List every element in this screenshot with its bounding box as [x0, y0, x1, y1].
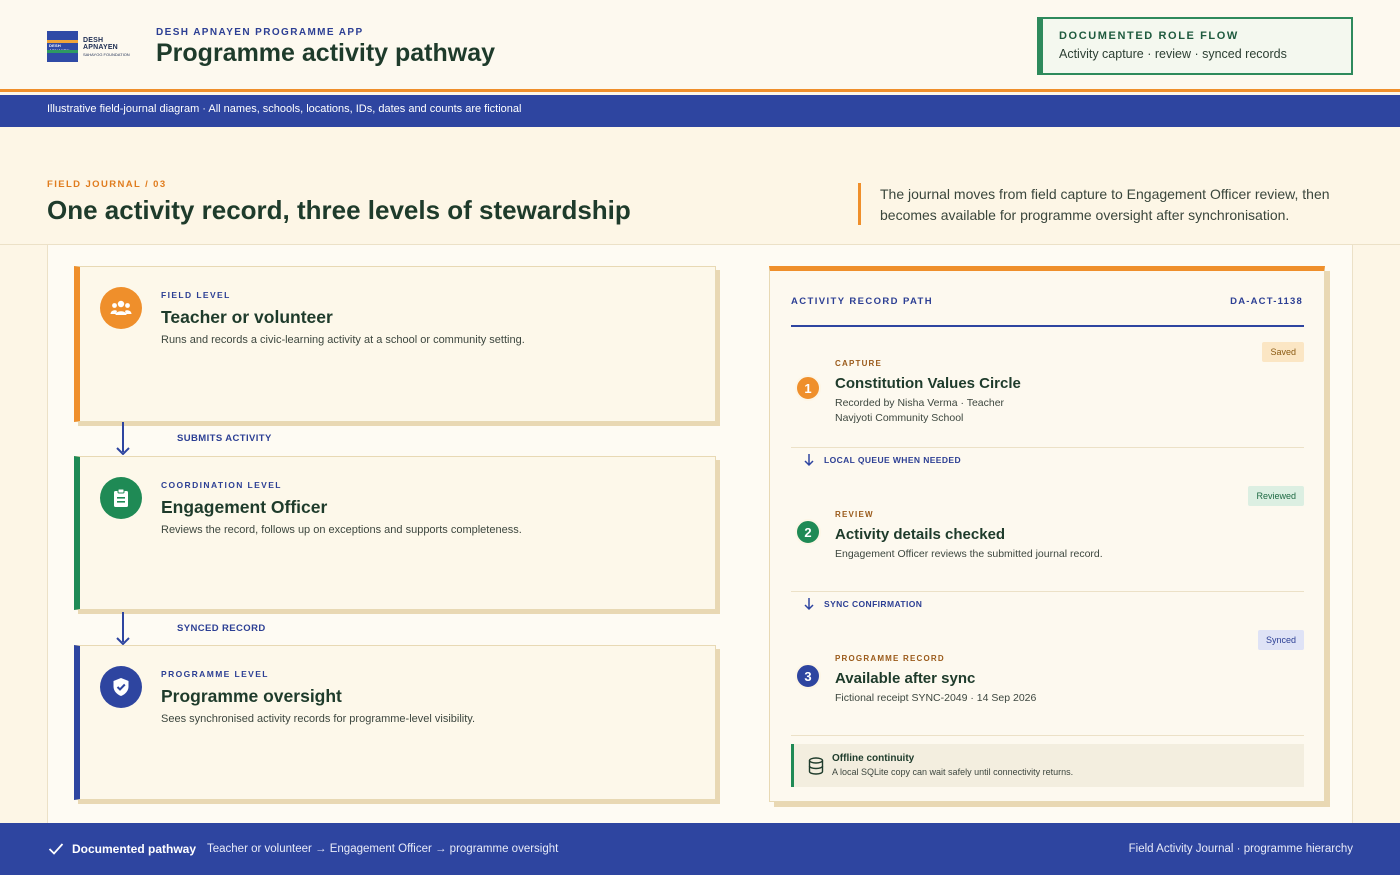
level-tag: COORDINATION LEVEL	[161, 480, 282, 490]
arrow-down-icon	[116, 637, 130, 645]
database-icon	[808, 757, 824, 775]
record-step-review	[791, 486, 1304, 586]
app-label: DESH APNAYEN PROGRAMME APP	[156, 27, 364, 38]
step-kind: PROGRAMME RECORD	[835, 654, 945, 663]
footer-path: Teacher or volunteer → Engagement Officer → programme oversight	[207, 843, 559, 855]
sub-connector-label: LOCAL QUEUE WHEN NEEDED	[824, 455, 962, 465]
check-icon	[48, 842, 64, 856]
logo-name: DESH APNAYEN	[82, 36, 118, 51]
level-card-coordination	[74, 456, 716, 610]
status-badge: Saved	[1262, 342, 1304, 362]
level-card-programme	[74, 645, 716, 800]
journal-description: The journal moves from field capture to Engagement Officer review, then becomes available for programme oversight after synchronisation.	[858, 183, 1358, 225]
step-title: Activity details checked	[835, 526, 1006, 543]
level-tag: FIELD LEVEL	[161, 290, 231, 300]
step-number: 2	[795, 519, 821, 545]
offline-continuity-note	[791, 744, 1304, 787]
record-step-capture	[791, 342, 1304, 442]
logo-sub: SAHAYOG FOUNDATION	[82, 51, 130, 57]
role-flow-subtitle: Activity capture · review · synced records	[1059, 47, 1287, 61]
step-title: Available after sync	[835, 670, 976, 687]
step-kind: CAPTURE	[835, 359, 883, 368]
step-kind: REVIEW	[835, 510, 874, 519]
record-step-programme	[791, 630, 1304, 730]
level-name: Teacher or volunteer	[161, 307, 333, 327]
offline-subtitle: A local SQLite copy can wait safely until connectivity returns.	[832, 767, 1074, 777]
fiction-notice-bar: Illustrative field-journal diagram · All names, schools, locations, IDs, dates and counts are fictional	[0, 95, 1400, 127]
connector-label: SUBMITS ACTIVITY	[177, 433, 272, 444]
step-title: Constitution Values Circle	[835, 375, 1021, 392]
role-flow-title: DOCUMENTED ROLE FLOW	[1059, 30, 1239, 42]
level-description: Reviews the record, follows up on exceptions and supports completeness.	[161, 524, 522, 536]
clipboard-icon	[100, 477, 142, 519]
journal-title: One activity record, three levels of stewardship	[47, 195, 631, 225]
step-detail: Engagement Officer reviews the submitted journal record.	[835, 548, 1103, 560]
sub-connector-label: SYNC CONFIRMATION	[824, 599, 923, 609]
app-header	[0, 0, 1400, 92]
level-name: Programme oversight	[161, 686, 342, 706]
shield-check-icon	[100, 666, 142, 708]
footer-bar	[0, 823, 1400, 875]
role-flow-card	[1037, 17, 1353, 75]
footer-strong: Documented pathway	[72, 842, 197, 856]
connector-arrow	[113, 422, 133, 456]
people-icon	[100, 287, 142, 329]
logo-mark	[47, 31, 78, 62]
level-description: Runs and records a civic-learning activity at a school or community setting.	[161, 334, 525, 346]
footer-right: Field Activity Journal · programme hierarchy	[1128, 843, 1353, 855]
activity-record-panel	[769, 266, 1325, 802]
step-detail: Recorded by Nisha Verma · Teacher	[835, 397, 1005, 409]
connector-arrow	[113, 612, 133, 646]
page-title: Programme activity pathway	[156, 39, 496, 67]
arrow-down-icon	[803, 453, 815, 467]
connector-label: SYNCED RECORD	[177, 623, 266, 634]
status-badge: Synced	[1258, 630, 1304, 650]
journal-label: FIELD JOURNAL / 03	[47, 179, 167, 190]
record-id: DA-ACT-1138	[1230, 296, 1303, 307]
step-number: 3	[795, 663, 821, 689]
level-tag: PROGRAMME LEVEL	[161, 669, 269, 679]
step-detail: Navjyoti Community School	[835, 412, 964, 424]
arrow-down-icon	[803, 597, 815, 611]
level-name: Engagement Officer	[161, 497, 328, 517]
step-detail: Fictional receipt SYNC-2049 · 14 Sep 2026	[835, 692, 1037, 704]
level-description: Sees synchronised activity records for programme-level visibility.	[161, 713, 476, 725]
record-panel-rule	[791, 325, 1304, 327]
record-panel-title: ACTIVITY RECORD PATH	[791, 296, 934, 307]
brand-logo	[47, 31, 140, 62]
step-number: 1	[795, 375, 821, 401]
level-card-field	[74, 266, 716, 422]
logo-mark-text: DESH	[49, 43, 61, 48]
status-badge: Reviewed	[1248, 486, 1304, 506]
offline-title: Offline continuity	[832, 753, 915, 764]
arrow-down-icon	[116, 447, 130, 455]
